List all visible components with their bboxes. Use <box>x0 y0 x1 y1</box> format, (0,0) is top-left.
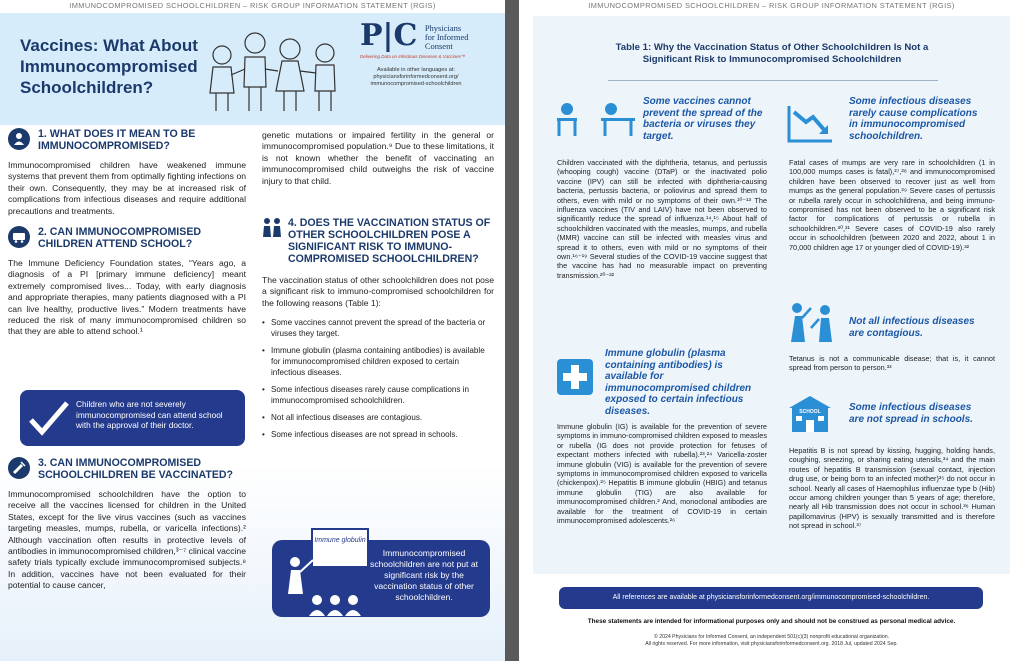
copyright-line-1: © 2024 Physicians for Informed Consent, an independent 501(c)(3) nonprofit educational organization. <box>653 634 890 640</box>
section-4-body: The vaccination status of other schoolchildren does not pose a significant risk to immuno-compromised schoolchildren for the following reasons (Table 1): <box>262 275 494 308</box>
section-1-body: Immunocompromised children have weakened immune systems that prevent them from optimally fighting infections on their own. Consequently, they may be at increased risk of complications from infectious diseases and require additional precautions and treatments. <box>8 160 246 216</box>
header-banner <box>0 13 505 125</box>
callout-attend-school <box>20 390 245 446</box>
callout-attend-school-text: Children who are not severely immunocompromised can attend school with the approval of their doctor. <box>76 399 223 431</box>
c3-body: Fatal cases of mumps are very rare in schoolchildren (1 in 100,000 mumps cases is fatal),²⁷,²⁸ and immunocompromised children have been observed to recover just as well from mumps as the general population.²⁹ Severe cases of pertussis or rubella rarely occur in schoolchildrena, and being immuno-compromised has not been observed to be a significant risk factor for complications of pertussis or rubella in schoolchildren.³⁰,³¹ Severe cases of COVID-19 also rarely occur in schoolchildren (between 2020 and 2022, about 1 in 70,000 children age 17 or younger died of COVID-19).³² <box>789 158 995 252</box>
pic-logo <box>360 18 500 121</box>
section-2-heading <box>8 226 246 250</box>
c1-heading: Some vaccines cannot prevent the spread of the bacteria or viruses they target. <box>643 96 763 142</box>
reason-item: • Not all infectious diseases are contagious. <box>262 412 494 423</box>
table-panel <box>533 16 1010 574</box>
children-illustration <box>200 19 350 119</box>
right-column <box>262 130 494 446</box>
callout-not-at-risk-text: Immunocompromised schoolchildren are not put at significant risk by the vaccination status of other schoolchildren. <box>370 548 478 602</box>
c3-heading: Some infectious diseases rarely cause complications in immunocompromised schoolchildren. <box>849 96 978 142</box>
page-right <box>519 0 1024 661</box>
section-3-continued: genetic mutations or impaired fertility in the general or immunocompromised population.⁹ Due to these limitations, it is not known whether the benefit of vaccinating an immunocompromised child outweighs the risk of vaccine injury to that child. <box>262 130 494 186</box>
left-column <box>8 128 246 338</box>
logo-name-line1: Physicians <box>424 23 462 33</box>
disclaimer: These statements are intended for informational purposes only and should not be construed as personal medical advice. <box>587 618 956 625</box>
section-3-heading <box>8 457 246 481</box>
teacher-illustration <box>285 524 373 618</box>
c4-body: Tetanus is not a communicable disease; that is, it cannot spread from person to person.³³ <box>789 354 995 373</box>
c4-heading: Not all infectious diseases are contagious. <box>849 316 975 339</box>
medical-cross-icon <box>557 359 593 395</box>
running-head-right: IMMUNOCOMPROMISED SCHOOLCHILDREN – RISK GROUP INFORMATION STATEMENT (RGIS) <box>588 1 955 10</box>
logo-tagline: Delivering Data on Infectious Diseases & Vaccines™ <box>360 54 466 59</box>
languages-note <box>360 67 472 88</box>
teacher-and-students-icon <box>285 524 373 618</box>
page-gutter <box>505 0 519 661</box>
section-4-title: 4. DOES THE VACCINATION STATUS OF OTHER SCHOOLCHILDREN POSE A SIGNIFICANT RISK TO IMMUNO-COMPROMISED SCHOOLCHILDREN? <box>288 217 491 266</box>
children-icon <box>262 217 282 239</box>
languages-label: Available in other languages at: <box>377 67 455 73</box>
declining-chart-icon <box>786 104 834 144</box>
section-2-title: 2. CAN IMMUNOCOMPROMISED CHILDREN ATTEND SCHOOL? <box>38 226 202 251</box>
table-title: Table 1: Why the Vaccination Status of Other Schoolchildren Is Not a Significant Risk to Immunocompromised Schoolchildren <box>615 42 929 65</box>
title-divider <box>608 80 938 81</box>
section-1-title: 1. WHAT DOES IT MEAN TO BE IMMUNOCOMPROMISED? <box>38 128 196 152</box>
c1-body: Children vaccinated with the diphtheria, tetanus, and pertussis (whooping cough) vaccine (DTaP) or the inactivated polio vaccine (IPV) can still be infected with diphtheria-causing bacteria, pertussis bacteria, or poliovirus and spread them to others, even with mild or no symptoms of their own.¹⁰⁻¹³ The influenza vaccines (TIV and LAIV) have not been observed to significantly reduce the spread of influenza.¹⁴,¹⁵ About half of schoolchildren vaccinated with the measles, mumps, and rubella (MMR) vaccine can still be infected with measles virus and spread it to others, even with mild or no symptoms of their own.¹⁶⁻¹⁹ Several studies of the COVID-19 vaccine suggest that the vaccine has had no measurable impact on preventing transmission.²⁰⁻²² <box>557 158 767 280</box>
school-building-icon <box>787 394 833 434</box>
c2-body: Immune globulin (IG) is available for the prevention of severe symptoms in immuno-compromised children exposed to measles or rubella (IG does not provide protection for fetuses of expectant mothers infected with rubella).²³,²⁴ Varicella-zoster immune globulin (VIG) is available for the prevention of severe symptoms in immunocompromised children exposed to varicella (chickenpox).²⁵ Hepatitis B immune globulin (HBIG) and tetanus immune globulin (TIG) are also available for immunocompromised children.² And, monoclonal antibodies are available for the treatment of COVID-19 in certain immunocompromised adolescents.²⁶ <box>557 422 767 526</box>
page-left <box>0 0 505 661</box>
left-column-lower <box>8 457 246 592</box>
checkmark-icon <box>28 400 70 436</box>
languages-url-1[interactable]: physiciansforinformedconsent.org/ <box>373 74 459 80</box>
section-1-heading <box>8 128 246 152</box>
copyright <box>519 634 1024 648</box>
copyright-line-2: All rights reserved. For more information, visit physiciansforinformedconsent.org. 2018 Jul, updated 2024 Sep. <box>645 641 898 647</box>
section-2-body: The Immune Deficiency Foundation states, “Years ago, a diagnosis of a PI [primary immune deficiency] meant extremely compromised lives... Today, with early diagnosis and appropriate therapies, many patients diagnosed with a PI can live healthy, productive lives.” Modern treatments have reduced the risk of many immunocompromised children so that they are able to attend school.¹ <box>8 258 246 337</box>
classroom-desks-icon <box>553 100 639 140</box>
reasons-list <box>262 317 494 440</box>
c2-heading: Immune globulin (plasma containing antibodies) is available for immunocompromised children exposed to certain infectious diseases. <box>605 348 752 417</box>
school-bus-icon <box>8 226 30 248</box>
section-3-body: Immunocompromised schoolchildren have the option to receive all the vaccines licensed for children in the United States, except for the live virus vaccines (such as vaccines targeting measles, mumps, rubella, or varicella infections).² Although vaccination often results in protective levels of antibodies in immunocompromised children,³⁻⁷ clinical vaccine safety trials typically exclude immunocompromised subjects.⁸ In addition, vaccines have not been evaluated for their potential to cause cancer, <box>8 489 246 591</box>
reason-item: • Some infectious diseases are not spread in schools. <box>262 429 494 440</box>
syringe-icon <box>8 457 30 479</box>
languages-url-2[interactable]: immunocompromised-schoolchildren <box>370 81 462 87</box>
whiteboard-text: Immune globulin <box>314 537 366 544</box>
c5-body: Hepatitis B is not spread by kissing, hugging, holding hands, coughing, sneezing, or sharing eating utensils,³⁴ and the main routes of hepatitis B transmission (sexual contact, injection drug use, or being born to an infected mother)³⁵ do not occur in school. Nearly all cases of Haemophilus influenzae type b (Hib) occur among children younger than 5 years of age; therefore, nearly all Hib transmission does not occur in school.³⁶ Human papillomavirus (HPV) is sexually transmitted and is therefore not spread in school.³⁷ <box>789 446 995 531</box>
references-bar[interactable]: All references are available at physiciansforinformedconsent.org/immunocompromised-schoolchildren. <box>559 587 983 609</box>
page-title: Vaccines: What About Immunocompromised Schoolchildren? <box>20 36 198 97</box>
children-playing-icon <box>787 302 837 344</box>
logo-name-line2: for Informed <box>424 32 469 42</box>
logo-name <box>425 24 469 51</box>
school-label: SCHOOL <box>799 409 821 415</box>
section-3-title: 3. CAN IMMUNOCOMPROMISED SCHOOLCHILDREN BE VACCINATED? <box>38 457 234 481</box>
logo-mark: P|C <box>360 18 418 53</box>
reason-item: • Some infectious diseases rarely cause complications in immunocompromised schoolchildren. <box>262 384 494 406</box>
reason-item: • Immune globulin (plasma containing antibodies) is available for immunocompromised children exposed to certain infectious diseases. <box>262 345 494 378</box>
section-4-heading <box>262 217 494 265</box>
c5-heading: Some infectious diseases are not spread in schools. <box>849 402 973 425</box>
doctor-icon <box>8 128 30 150</box>
logo-name-line3: Consent <box>424 41 453 51</box>
reason-item: • Some vaccines cannot prevent the spread of the bacteria or viruses they target. <box>262 317 494 339</box>
running-head: IMMUNOCOMPROMISED SCHOOLCHILDREN – RISK GROUP INFORMATION STATEMENT (RGIS) <box>69 1 436 10</box>
